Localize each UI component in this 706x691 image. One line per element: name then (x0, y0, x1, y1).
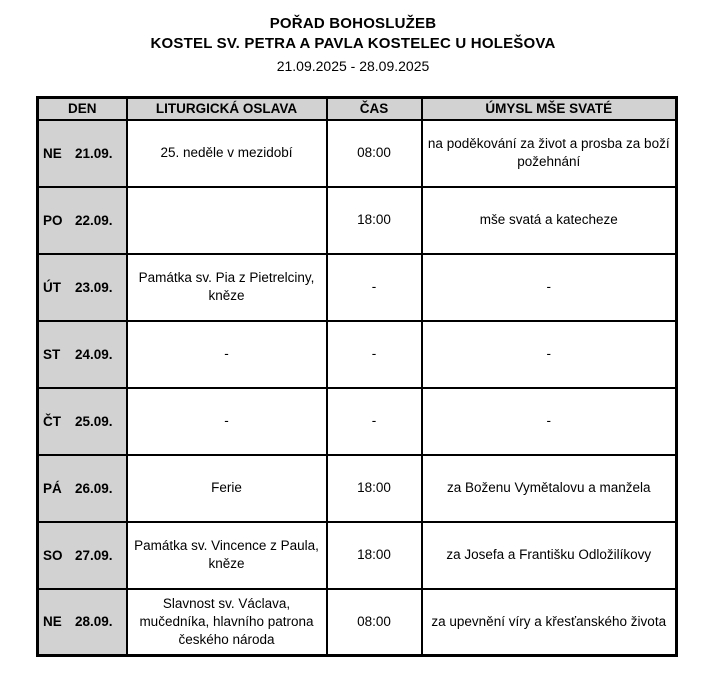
intention-cell: mše svatá a katecheze (422, 187, 677, 254)
day-cell (38, 187, 127, 254)
celebration-cell: Slavnost sv. Václava, mučedníka, hlavního patrona českého národa (127, 589, 327, 656)
day-cell (38, 589, 127, 656)
day-date: 21.09. (75, 145, 113, 161)
page-title: POŘAD BOHOSLUŽEB (269, 15, 437, 32)
schedule-table-body (38, 120, 677, 656)
day-abbr: NE (43, 614, 62, 630)
day-date: 27.09. (75, 547, 113, 563)
intention-cell: za upevnění víry a křesťanského života (422, 589, 677, 656)
time-cell: 08:00 (327, 589, 422, 656)
header-row (38, 98, 677, 120)
day-date: 28.09. (75, 614, 113, 630)
intention-cell: - (422, 388, 677, 455)
schedule-table-header (38, 98, 677, 120)
table-row (38, 522, 677, 589)
document-header (0, 0, 706, 76)
church-name: KOSTEL SV. PETRA A PAVLA KOSTELEC U HOLEŠOVA (150, 35, 556, 52)
celebration-cell: Památka sv. Vincence z Paula, kněze (127, 522, 327, 589)
time-cell: 18:00 (327, 522, 422, 589)
day-date: 24.09. (75, 346, 113, 362)
celebration-cell: Památka sv. Pia z Pietrelciny, kněze (127, 254, 327, 321)
table-row (38, 120, 677, 187)
day-date: 26.09. (75, 480, 113, 496)
day-abbr: ST (43, 346, 61, 362)
date-range: 21.09.2025 - 28.09.2025 (276, 58, 430, 74)
time-cell: - (327, 321, 422, 388)
day-date: 23.09. (75, 279, 113, 295)
day-cell (38, 455, 127, 522)
day-cell (38, 254, 127, 321)
intention-cell: za Boženu Vymětalovu a manžela (422, 455, 677, 522)
time-cell: 18:00 (327, 187, 422, 254)
day-abbr: PÁ (43, 480, 62, 496)
table-row (38, 187, 677, 254)
day-abbr: SO (43, 547, 63, 563)
day-cell (38, 388, 127, 455)
schedule-table (36, 96, 678, 657)
day-cell (38, 321, 127, 388)
column-header-celebration: LITURGICKÁ OSLAVA (127, 98, 327, 120)
table-row (38, 589, 677, 656)
table-row (38, 455, 677, 522)
day-abbr: PO (43, 212, 63, 228)
celebration-cell (127, 187, 327, 254)
table-row (38, 321, 677, 388)
day-abbr: ÚT (43, 279, 61, 295)
time-cell: 08:00 (327, 120, 422, 187)
celebration-cell: Ferie (127, 455, 327, 522)
time-cell: - (327, 388, 422, 455)
intention-cell: - (422, 254, 677, 321)
column-header-intention: ÚMYSL MŠE SVATÉ (422, 98, 677, 120)
time-cell: 18:00 (327, 455, 422, 522)
intention-cell: za Josefa a Františku Odložilíkovy (422, 522, 677, 589)
celebration-cell: 25. neděle v mezidobí (127, 120, 327, 187)
table-row (38, 254, 677, 321)
column-header-day: DEN (38, 98, 127, 120)
time-cell: - (327, 254, 422, 321)
intention-cell: na poděkování za život a prosba za boží požehnání (422, 120, 677, 187)
day-abbr: NE (43, 145, 62, 161)
day-cell (38, 120, 127, 187)
day-abbr: ČT (43, 413, 61, 429)
celebration-cell: - (127, 321, 327, 388)
day-cell (38, 522, 127, 589)
celebration-cell: - (127, 388, 327, 455)
day-date: 25.09. (75, 413, 113, 429)
column-header-time: ČAS (327, 98, 422, 120)
day-date: 22.09. (75, 212, 113, 228)
intention-cell: - (422, 321, 677, 388)
table-row (38, 388, 677, 455)
